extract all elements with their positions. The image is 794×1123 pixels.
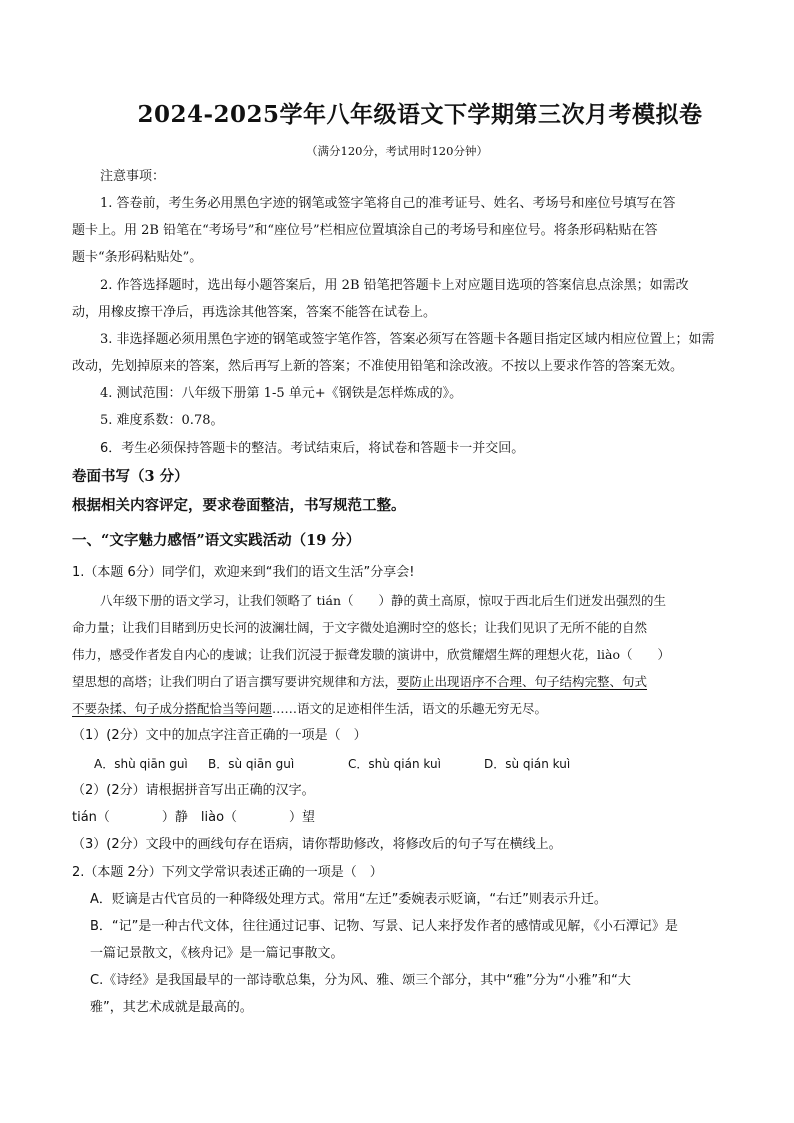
subquestion: （2）(2分）请根据拼音写出正确的汉字。 <box>72 783 315 798</box>
section-heading: 一、“文字魅力感悟”语文实践活动（19 分） <box>72 532 361 549</box>
passage-text: 望思想的高塔；让我们明白了语言撰写要讲究规律和方法， <box>72 674 398 689</box>
option-b-cont: 一篇记景散文，《核舟记》是一篇记事散文。 <box>90 946 344 961</box>
notice-line: 题卡上。用 2B 铅笔在“考场号”和“座位号”栏相应位置填涂自己的考场号和座位号。将条形码粘贴在答 <box>72 223 658 238</box>
option-a[interactable]: A．shù qiān guì <box>94 757 188 771</box>
subquestion: （3）(2分）文段中的画线句存在语病，请你帮助修改，将修改后的句子写在横线上。 <box>72 837 562 852</box>
passage-line: 命力量；让我们目睹到历史长河的波澜壮阔，于文字微处追溯时空的悠长；让我们见识了无所不能的自然 <box>72 620 648 635</box>
passage-line: 八年级下册的语文学习，让我们领略了 tián（ ）静的黄土高原，惊叹于西北后生们迸发出强烈的生 <box>100 593 666 608</box>
option-a[interactable]: A．贬谪是古代官员的一种降级处理方式。常用“左迁”委婉表示贬谪，“右迁”则表示升迁。 <box>90 892 607 907</box>
page-title: 2024-2025学年八年级语文下学期第三次月考模拟卷 <box>137 101 703 128</box>
notice-line: 3. 非选择题必须用黑色字迹的钢笔或签字笔作答，答案必须写在答题卡各题目指定区域内相应位置上；如需 <box>100 332 715 347</box>
question-stem: 2.（本题 2分）下列文学常识表述正确的一项是（ ） <box>72 865 383 880</box>
option-b[interactable]: B．“记”是一种古代文体，往往通过记事、记物、写景、记人来抒发作者的感情或见解，《小石潭记》是 <box>90 919 678 934</box>
option-c[interactable]: C.《诗经》是我国最早的一部诗歌总集，分为风、雅、颂三个部分，其中“雅”分为“小雅”和“大 <box>90 973 631 988</box>
notice-line: 5. 难度系数：0.78。 <box>100 413 224 428</box>
question-stem: 1.（本题 6分）同学们，欢迎来到“我们的语文生活”分享会! <box>72 565 415 580</box>
page-subtitle: （满分120分，考试用时120分钟） <box>306 144 488 158</box>
notice-line: 改动，先划掉原来的答案，然后再写上新的答案；不准使用铅笔和涂改液。不按以上要求作答的答案无效。 <box>72 359 684 374</box>
notice-line: 4. 测试范围：八年级下册第 1-5 单元+《钢铁是怎样炼成的》。 <box>100 386 463 401</box>
underlined-sentence: 要防止出现语序不合理、句子结构完整、句式 <box>397 674 648 689</box>
notice-heading: 注意事项： <box>100 169 166 184</box>
passage-text: ……语文的足迹相伴生活，语文的乐趣无穷无尽。 <box>272 701 548 716</box>
notice-line: 1. 答卷前，考生务必用黑色字迹的钢笔或签字笔将自己的准考证号、姓名、考场号和座位号填写在答 <box>100 196 676 211</box>
option-d[interactable]: D．sù qián kuì <box>484 757 571 771</box>
option-c-cont: 雅”，其艺术成就是最高的。 <box>90 1000 253 1015</box>
options-row <box>94 755 746 773</box>
notice-line: 2. 作答选择题时，选出每小题答案后，用 2B 铅笔把答题卡上对应题目选项的答案信息点涂黑；如需改 <box>100 278 689 293</box>
notice-line: 题卡“条形码粘贴处”。 <box>72 250 203 265</box>
underlined-sentence: 不要杂揉、句子成分搭配恰当等问题 <box>72 701 273 716</box>
notice-line: 动，用橡皮擦干净后，再选涂其他答案，答案不能答在试卷上。 <box>72 305 437 320</box>
writing-heading: 卷面书写（3 分） <box>72 468 189 485</box>
passage-line: 伟力，感受作者发自内心的虔诚；让我们沉浸于振聋发聩的演讲中，欣赏耀熠生辉的理想火花，liào（ ） <box>72 647 670 662</box>
passage-line <box>72 700 724 718</box>
notice-line: 6．考生必须保持答题卡的整洁。考试结束后，将试卷和答题卡一并交回。 <box>100 441 525 456</box>
option-b[interactable]: B．sù qiān guì <box>208 757 295 771</box>
answer-blank[interactable]: tián（ ）静 liào（ ）望 <box>72 810 316 825</box>
writing-text: 根据相关内容评定，要求卷面整洁，书写规范工整。 <box>72 497 406 514</box>
subquestion: （1）(2分）文中的加点字注音正确的一项是（ ） <box>72 728 367 743</box>
passage-line <box>72 673 724 691</box>
option-c[interactable]: C．shù qián kuì <box>348 757 441 771</box>
